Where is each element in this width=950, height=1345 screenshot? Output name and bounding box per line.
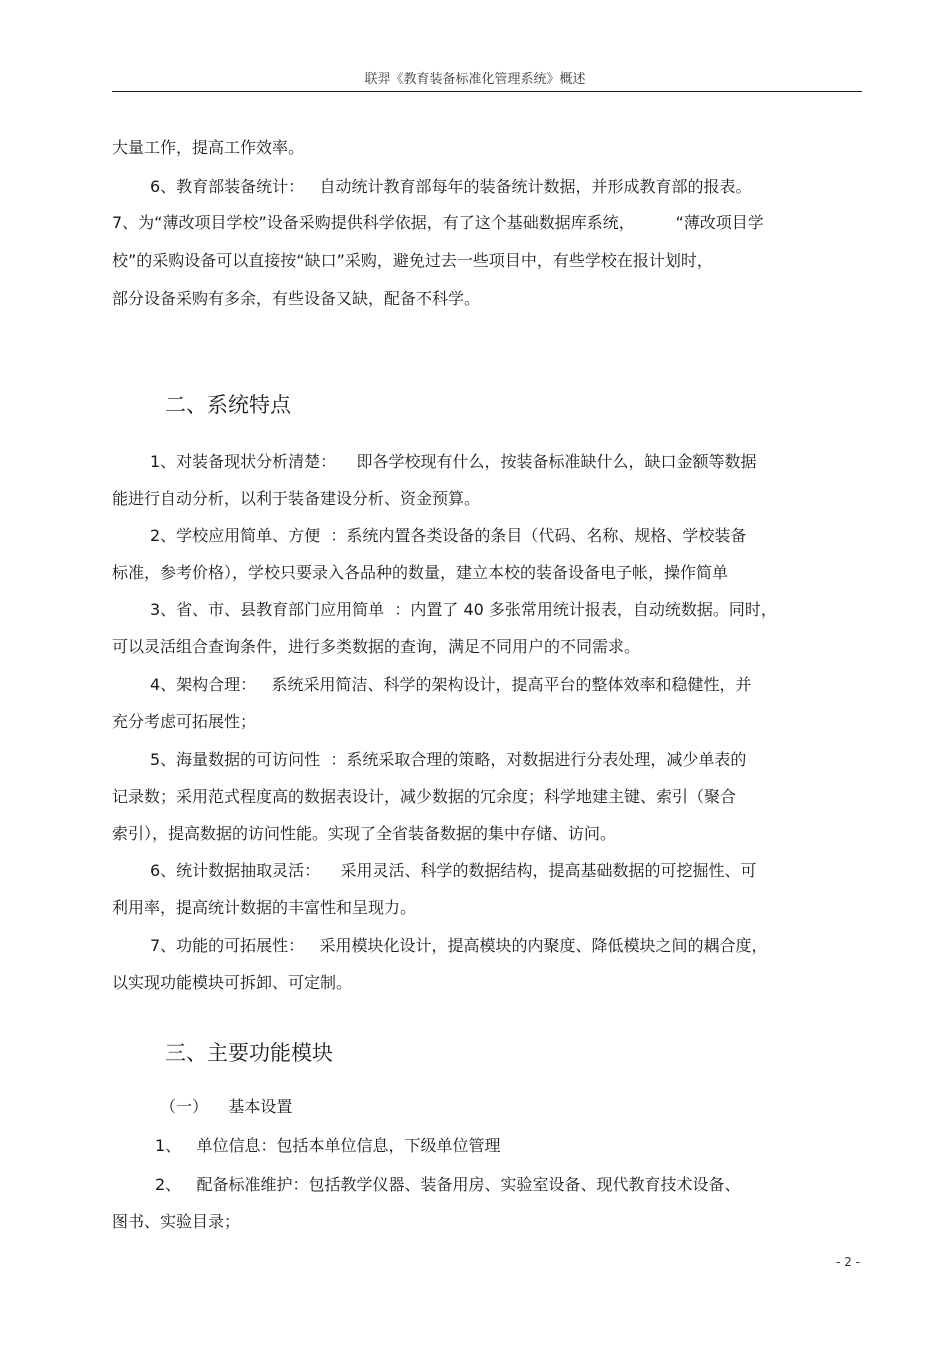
- paragraph-line: 6、统计数据抽取灵活： 采用灵活、科学的数据结构，提高基础数据的可挖掘性、可: [150, 861, 757, 880]
- section-heading: 二、系统特点: [165, 393, 291, 417]
- paragraph-line: 利用率，提高统计数据的丰富性和呈现力。: [112, 898, 417, 917]
- paragraph-line: 7、为“薄改项目学校”设备采购提供科学依据，有了这个基础数据库系统， “薄改项目学: [112, 213, 764, 232]
- paragraph-line: 4、架构合理： 系统采用简洁、科学的架构设计，提高平台的整体效率和稳健性，并: [150, 675, 752, 694]
- paragraph-line: 图书、实验目录；: [112, 1212, 241, 1231]
- paragraph-line: 1、 单位信息：包括本单位信息，下级单位管理: [155, 1136, 501, 1155]
- paragraph-line: 大量工作，提高工作效率。: [112, 138, 305, 157]
- running-header: 联羿《教育装备标准化管理系统》概述: [364, 72, 586, 87]
- header-divider: [112, 91, 862, 92]
- paragraph-line: 索引），提高数据的访问性能。实现了全省装备数据的集中存储、访问。: [112, 824, 617, 843]
- paragraph-line: 能进行自动分析，以利于装备建设分析、资金预算。: [112, 489, 481, 508]
- paragraph-line: 2、 配备标准维护：包括教学仪器、装备用房、实验室设备、现代教育技术设备、: [155, 1175, 741, 1194]
- paragraph-line: 1、对装备现状分析清楚： 即各学校现有什么，按装备标准缺什么，缺口金额等数据: [150, 452, 757, 471]
- paragraph-line: 以实现功能模块可拆卸、可定制。: [112, 973, 353, 992]
- paragraph-line: 5、海量数据的可访问性 ：系统采取合理的策略，对数据进行分表处理，减少单表的: [150, 750, 747, 769]
- subsection-heading: （一） 基本设置: [160, 1097, 293, 1116]
- paragraph-line: 6、教育部装备统计： 自动统计教育部每年的装备统计数据，并形成教育部的报表。: [150, 177, 752, 196]
- paragraph-line: 2、学校应用简单、方便 ：系统内置各类设备的条目（代码、名称、规格、学校装备: [150, 526, 747, 545]
- page-number: - 2 -: [836, 1255, 860, 1269]
- paragraph-line: 部分设备采购有多余，有些设备又缺，配备不科学。: [112, 289, 481, 308]
- paragraph-line: 可以灵活组合查询条件，进行多类数据的查询，满足不同用户的不同需求。: [112, 637, 641, 656]
- paragraph-line: 7、功能的可拓展性： 采用模块化设计，提高模块的内聚度、降低模块之间的耦合度，: [150, 936, 768, 955]
- section-heading: 三、主要功能模块: [165, 1041, 333, 1065]
- paragraph-line: 标准，参考价格），学校只要录入各品种的数量，建立本校的装备设备电子帐，操作简单: [112, 563, 729, 582]
- paragraph-line: 充分考虑可拓展性；: [112, 712, 257, 731]
- paragraph-line: 校”的采购设备可以直接按“缺口”采购，避免过去一些项目中，有些学校在报计划时，: [112, 251, 713, 270]
- paragraph-line: 记录数；采用范式程度高的数据表设计，减少数据的冗余度；科学地建主键、索引（聚合: [112, 787, 737, 806]
- paragraph-line: 3、省、市、县教育部门应用简单 ：内置了 40 多张常用统计报表，自动统数据。同时，: [150, 600, 777, 619]
